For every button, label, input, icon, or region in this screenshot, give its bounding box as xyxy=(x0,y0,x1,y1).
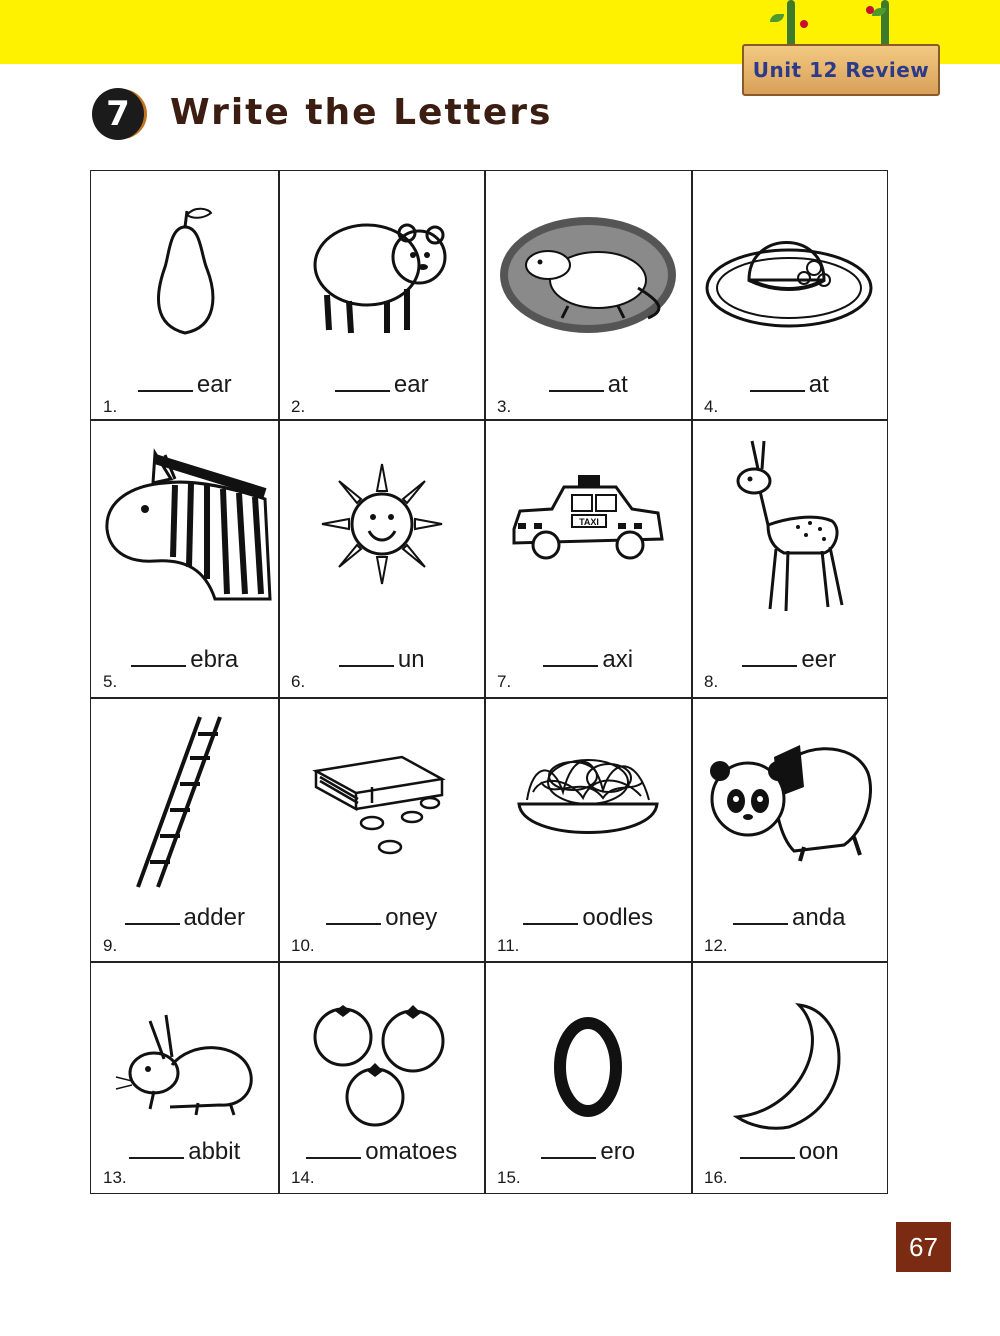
word-ending: oodles xyxy=(582,904,654,931)
deer-icon xyxy=(692,434,887,614)
answer-blank[interactable] xyxy=(339,647,394,667)
word-ending: oon xyxy=(798,1138,839,1165)
word-with-blank xyxy=(692,904,887,932)
answer-blank[interactable] xyxy=(541,1139,596,1159)
word-with-blank xyxy=(91,646,279,674)
answer-blank[interactable] xyxy=(335,372,390,392)
rabbit-icon xyxy=(91,976,279,1156)
answer-blank[interactable] xyxy=(129,1139,184,1159)
exercise-cell xyxy=(278,419,486,699)
word-with-blank xyxy=(91,1138,279,1166)
word-with-blank xyxy=(485,904,692,932)
exercise-cell xyxy=(90,419,280,699)
exercise-cell xyxy=(484,170,693,421)
word-with-blank xyxy=(485,1138,692,1166)
word-with-blank xyxy=(279,904,485,932)
item-number: 5. xyxy=(103,672,118,691)
taxi-icon xyxy=(485,434,692,614)
exercise-cell xyxy=(484,419,693,699)
word-with-blank xyxy=(91,904,279,932)
answer-blank[interactable] xyxy=(742,647,797,667)
word-with-blank xyxy=(692,646,887,674)
item-number: 2. xyxy=(291,397,306,416)
answer-blank[interactable] xyxy=(138,372,193,392)
answer-blank[interactable] xyxy=(306,1139,361,1159)
taxi-sign-label: TAXI xyxy=(579,517,600,527)
word-ending: adder xyxy=(183,904,245,931)
exercise-cell xyxy=(691,170,888,421)
page-number: 67 xyxy=(896,1222,951,1272)
answer-blank[interactable] xyxy=(125,905,180,925)
zebra-icon xyxy=(91,434,279,614)
item-number: 10. xyxy=(291,936,315,955)
item-number: 13. xyxy=(103,1168,127,1187)
ladder-icon xyxy=(91,712,279,892)
item-number: 1. xyxy=(103,397,118,416)
word-ending: omatoes xyxy=(365,1138,458,1165)
exercise-cell xyxy=(278,170,486,421)
exercise-cell xyxy=(484,961,693,1194)
section-title: Write the Letters xyxy=(170,92,553,133)
answer-blank[interactable] xyxy=(326,905,381,925)
zero-icon xyxy=(485,976,692,1156)
exercise-cell xyxy=(278,961,486,1194)
word-ending: ero xyxy=(600,1138,636,1165)
exercise-grid xyxy=(90,170,886,1192)
berry-decoration xyxy=(800,20,808,28)
item-number: 16. xyxy=(704,1168,728,1187)
word-ending: at xyxy=(808,371,829,398)
item-number: 15. xyxy=(497,1168,521,1187)
exercise-cell xyxy=(90,170,280,421)
word-ending: axi xyxy=(602,646,634,673)
panda-icon xyxy=(692,712,887,892)
word-with-blank xyxy=(485,371,692,399)
answer-blank[interactable] xyxy=(543,647,598,667)
bear-icon xyxy=(279,185,485,365)
word-ending: anda xyxy=(792,904,846,931)
tomatoes-icon xyxy=(279,976,485,1156)
word-with-blank xyxy=(279,371,485,399)
exercise-cell xyxy=(90,697,280,963)
item-number: 8. xyxy=(704,672,719,691)
sun-icon xyxy=(279,434,485,614)
answer-blank[interactable] xyxy=(733,905,788,925)
exercise-cell xyxy=(691,961,888,1194)
word-ending: abbit xyxy=(188,1138,241,1165)
exercise-cell xyxy=(691,697,888,963)
exercise-cell xyxy=(691,419,888,699)
word-ending: ear xyxy=(393,371,429,398)
answer-blank[interactable] xyxy=(750,372,805,392)
word-ending: at xyxy=(607,371,628,398)
pear-icon xyxy=(91,185,279,365)
word-with-blank xyxy=(692,1138,887,1166)
item-number: 6. xyxy=(291,672,306,691)
hat-icon xyxy=(692,185,887,365)
item-number: 12. xyxy=(704,936,728,955)
answer-blank[interactable] xyxy=(523,905,578,925)
word-with-blank xyxy=(279,646,485,674)
item-number: 11. xyxy=(497,936,520,955)
word-with-blank xyxy=(91,371,279,399)
item-number: 9. xyxy=(103,936,118,955)
exercise-cell xyxy=(278,697,486,963)
item-number: 4. xyxy=(704,397,719,416)
word-with-blank xyxy=(279,1138,485,1166)
word-ending: ear xyxy=(196,371,232,398)
section-number-badge: 7 xyxy=(92,88,144,140)
unit-review-sign: Unit 12 Review xyxy=(742,44,940,96)
item-number: 7. xyxy=(497,672,512,691)
money-icon xyxy=(279,712,485,892)
exercise-cell xyxy=(90,961,280,1194)
answer-blank[interactable] xyxy=(131,647,186,667)
word-ending: ebra xyxy=(190,646,239,673)
berry-decoration xyxy=(866,6,874,14)
answer-blank[interactable] xyxy=(549,372,604,392)
word-ending: oney xyxy=(385,904,438,931)
moon-icon xyxy=(692,976,887,1156)
item-number: 14. xyxy=(291,1168,315,1187)
word-with-blank xyxy=(692,371,887,399)
item-number: 3. xyxy=(497,397,512,416)
noodles-icon xyxy=(485,712,692,892)
answer-blank[interactable] xyxy=(740,1139,795,1159)
word-with-blank xyxy=(485,646,692,674)
rat-icon xyxy=(485,185,692,365)
exercise-cell xyxy=(484,697,693,963)
word-ending: un xyxy=(397,646,425,673)
word-ending: eer xyxy=(801,646,837,673)
